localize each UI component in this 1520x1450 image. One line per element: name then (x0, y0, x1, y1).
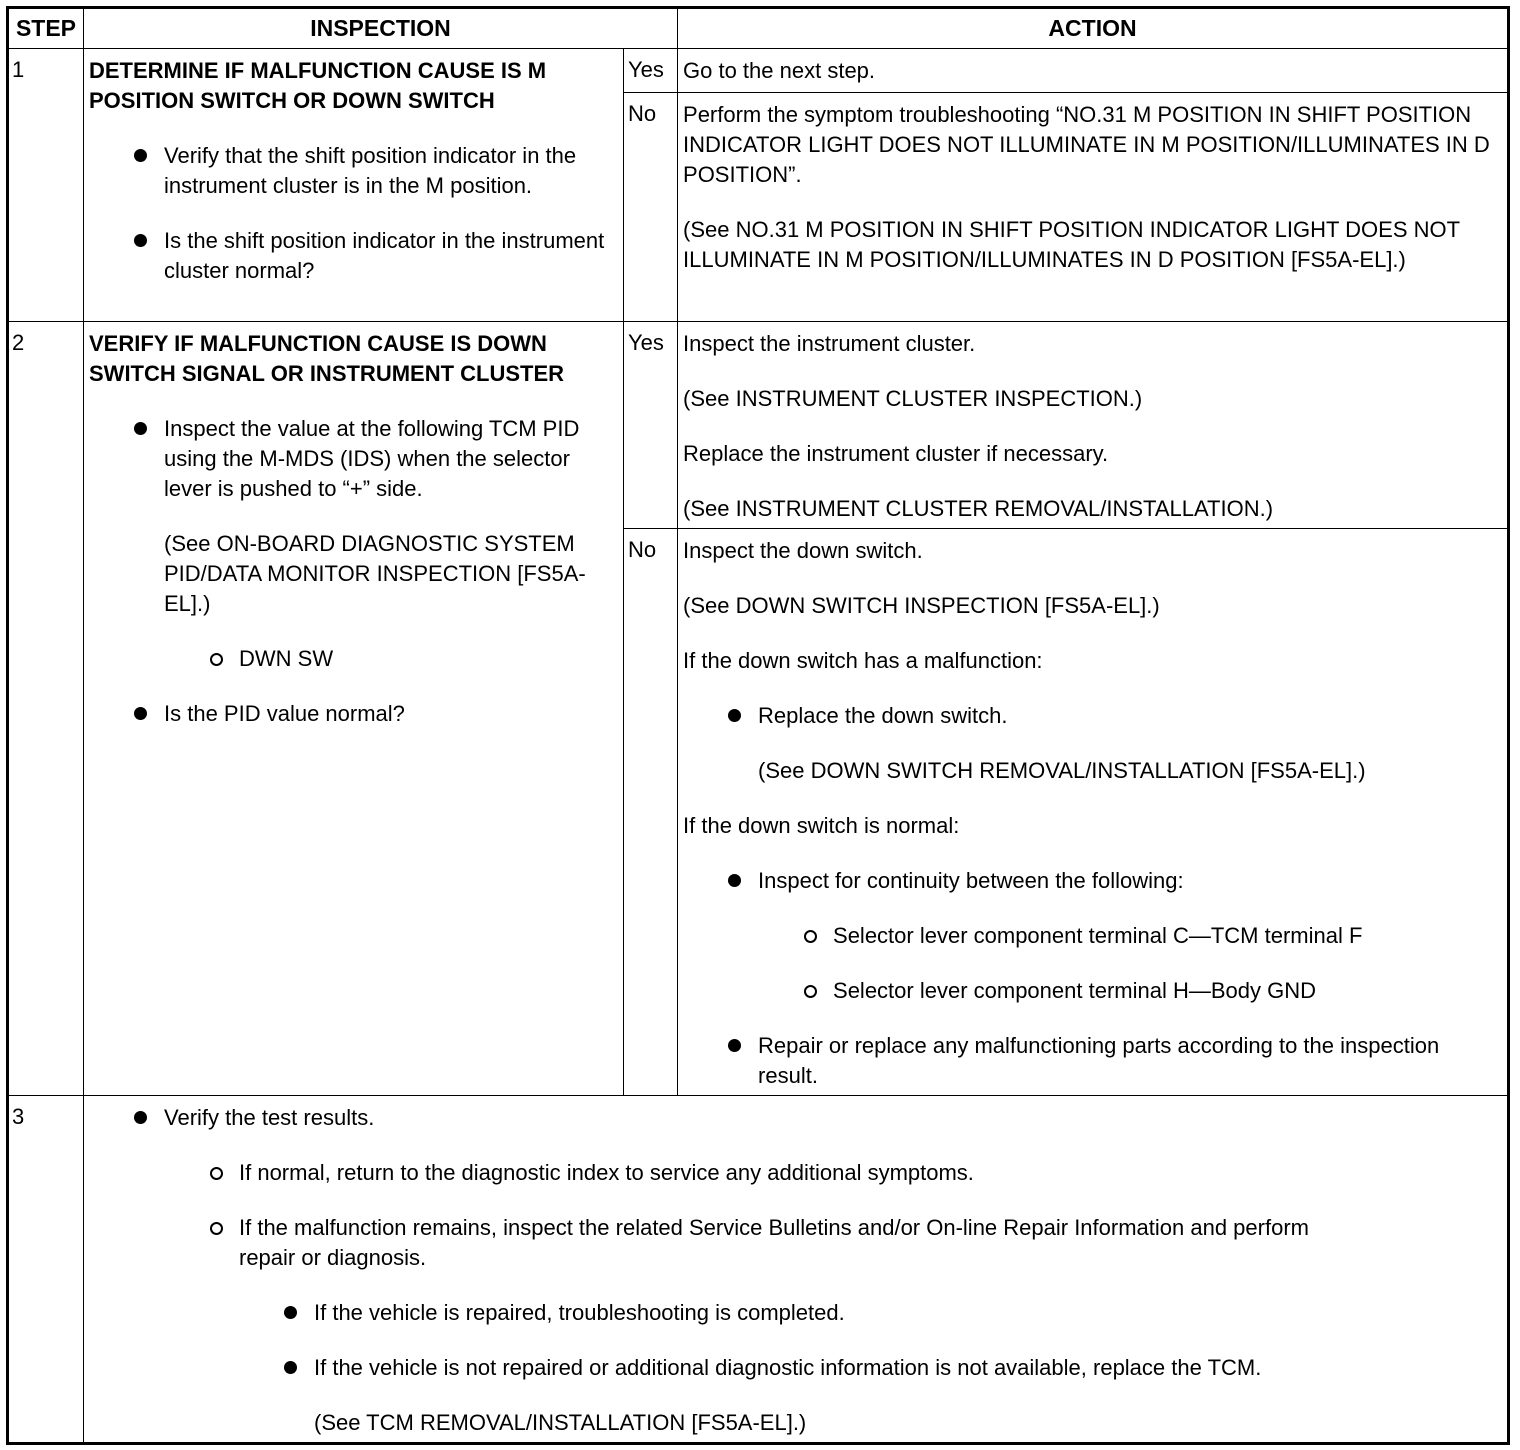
step2-no-action: Inspect the down switch. (See DOWN SWITCH INSPECTION [FS5A-EL].) If the down switch has a malfunction: Replace the down switch. (See DOWN SWITCH REMOVAL/INSTALLATION [FS5A-EL].) If the down switch is normal: Inspect for continuity between the following: Selector lever component terminal C—TCM terminal F Selector lever component terminal H—Body GND Repair or replace any malfunctioning parts according to the inspection result. (678, 529, 1509, 1096)
step2-bullet-1-ref: (See ON-BOARD DIAGNOSTIC SYSTEM PID/DATA MONITOR INSPECTION [FS5A-EL].) (164, 531, 586, 616)
step3-sub-2: If the malfunction remains, inspect the related Service Bulletins and/or On-line Repair Information and perform repair or diagnosis. (89, 1213, 1497, 1273)
step1-title: DETERMINE IF MALFUNCTION CAUSE IS M POSITION SWITCH OR DOWN SWITCH (89, 58, 547, 113)
step3-bullet: Verify the test results. (89, 1103, 1497, 1133)
step2-inspection (84, 322, 624, 1096)
bullet-icon (134, 707, 147, 720)
step2-number: 2 (8, 322, 84, 1096)
step2-no-sub-2: Selector lever component terminal H—Body GND (683, 976, 1497, 1006)
step1-yes-action: Go to the next step. (678, 49, 1509, 93)
sub-bullet-icon (804, 930, 817, 943)
step-header: STEP (8, 8, 84, 49)
bullet-icon (728, 874, 741, 887)
bullet-icon (134, 234, 147, 247)
step1-no-action: Perform the symptom troubleshooting “NO.31 M POSITION IN SHIFT POSITION INDICATOR LIGHT DOES NOT ILLUMINATE IN M POSITION/ILLUMINATES IN D POSITION”. (See NO.31 M POSITION IN SHIFT POSITION INDICATOR LIGHT DOES NOT ILLUMINATE IN M POSITION/ILLUMINATES IN D POSITION [FS5A-EL].) (678, 93, 1509, 322)
step2-bullet-2: Is the PID value normal? (89, 699, 613, 729)
bullet-icon (134, 1111, 147, 1124)
step3-subsub-1: If the vehicle is repaired, troubleshooting is completed. (89, 1298, 1497, 1328)
step2-no-bullet-1: Replace the down switch. (683, 701, 1497, 731)
step2-yes-action: Inspect the instrument cluster. (See INSTRUMENT CLUSTER INSPECTION.) Replace the instrument cluster if necessary. (See INSTRUMENT CLUSTER REMOVAL/INSTALLATION.) (678, 322, 1509, 529)
step3-subsub-2: If the vehicle is not repaired or additional diagnostic information is not available, replace the TCM. (89, 1353, 1497, 1383)
header-row (8, 8, 1509, 49)
step2-no-sub-1: Selector lever component terminal C—TCM terminal F (683, 921, 1497, 951)
step3-sub-1: If normal, return to the diagnostic index to service any additional symptoms. (89, 1158, 1497, 1188)
troubleshooting-table (6, 6, 1510, 1445)
bullet-icon (284, 1361, 297, 1374)
bullet-icon (728, 709, 741, 722)
step2-yes-label: Yes (624, 322, 678, 529)
step1-no-label: No (624, 93, 678, 322)
inspection-header: INSPECTION (84, 8, 678, 49)
step1-yes-row (8, 49, 1509, 93)
step1-yes-label: Yes (624, 49, 678, 93)
bullet-icon (134, 422, 147, 435)
step3-row (8, 1096, 1509, 1444)
step1-number: 1 (8, 49, 84, 322)
sub-bullet-icon (804, 985, 817, 998)
step3-content (84, 1096, 1509, 1444)
sub-bullet-icon (210, 653, 223, 666)
step2-no-bullet-3: Repair or replace any malfunctioning parts according to the inspection result. (683, 1031, 1497, 1091)
step1-inspection (84, 49, 624, 322)
step1-bullet-2: Is the shift position indicator in the instrument cluster normal? (89, 226, 613, 286)
step2-no-bullet-2: Inspect for continuity between the following: (683, 866, 1497, 896)
sub-bullet-icon (210, 1167, 223, 1180)
step2-yes-row (8, 322, 1509, 529)
sub-bullet-icon (210, 1222, 223, 1235)
bullet-icon (728, 1039, 741, 1052)
step2-sub-1: DWN SW (89, 644, 613, 674)
step1-bullet-1: Verify that the shift position indicator in the instrument cluster is in the M position. (89, 141, 613, 201)
step2-no-label: No (624, 529, 678, 1096)
step3-subsub-2-ref: (See TCM REMOVAL/INSTALLATION [FS5A-EL].) (314, 1410, 807, 1435)
bullet-icon (134, 149, 147, 162)
step3-number: 3 (8, 1096, 84, 1444)
step2-title: VERIFY IF MALFUNCTION CAUSE IS DOWN SWITCH SIGNAL OR INSTRUMENT CLUSTER (89, 331, 565, 386)
step2-bullet-1: Inspect the value at the following TCM PID using the M-MDS (IDS) when the selector lever is pushed to “+” side. (89, 414, 613, 504)
action-header: ACTION (678, 8, 1509, 49)
bullet-icon (284, 1306, 297, 1319)
